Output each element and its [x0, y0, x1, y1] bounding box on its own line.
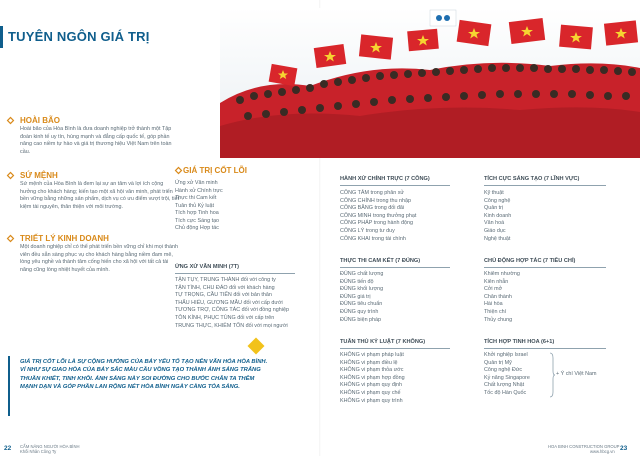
section-su-menh — [6, 171, 181, 231]
section-title: SỨ MỆNH — [20, 171, 58, 180]
group-item: ĐÚNG chất lượng — [340, 271, 384, 277]
divider-line — [340, 348, 450, 349]
right-footer-line2: www.hbcg.vn — [590, 449, 615, 454]
group-item: ĐÚNG quy trình — [340, 308, 379, 315]
group-item: CÔNG CHÍNH trong thu nhập — [340, 197, 412, 204]
group-list-hop-tac — [484, 271, 520, 324]
group-item: Nghệ thuật — [484, 235, 511, 242]
group-list-ky-luat — [340, 352, 405, 405]
core-value-item: Chủ động Hợp tác — [175, 225, 219, 231]
group-item: ĐÚNG khối lượng — [340, 286, 384, 293]
group-item: ĐÚNG tiêu chuẩn — [340, 301, 383, 308]
right-page-number: 23 — [620, 445, 628, 452]
left-footer-line2: Khối Nhân Công Ty — [20, 449, 57, 454]
yellow-diamond-icon — [246, 336, 266, 356]
group-item: Khiêm nhường — [484, 271, 520, 277]
section-text: Sứ mệnh của Hòa Bình là đem lại sự an tâm và lợi ích cộng hưởng cho khách hàng; kiến tạo một xã hội văn minh, phát triển bền vững bằng những sản phẩm, dịch vụ có ưu điểm vượt trội, tiết kiệm tài nguyên, thân thiện với môi trường. — [20, 181, 180, 210]
group-title-ky-luat: TUÂN THỦ KỶ LUẬT (7 KHÔNG) — [340, 339, 426, 345]
section-hoai-bao — [6, 116, 181, 172]
group-item: Công nghệ Đức — [484, 367, 523, 374]
group-item: KHÔNG vi phạm quy định — [340, 382, 403, 389]
group-item: CÔNG LÝ trong tư duy — [340, 227, 395, 234]
group-item: Hài hòa — [484, 301, 503, 308]
group-item: TỰ TRỌNG, CẦU TIẾN đối với bản thân — [175, 292, 272, 299]
core-value-item: Thực thi Cam kết — [175, 195, 217, 201]
group-item: THẤU HIỂU, GƯƠNG MẪU đối với cấp dưới — [175, 299, 283, 306]
group-item: CÔNG KHAI trong tài chính — [340, 235, 406, 242]
group-list-sang-tao — [484, 190, 511, 243]
group-item: CÔNG MINH trong thưởng phạt — [340, 212, 417, 219]
group-item: Chân thành — [484, 293, 512, 300]
group-item: ĐÚNG tiến độ — [340, 278, 374, 285]
core-value-item: Ứng xử Văn minh — [175, 180, 218, 186]
brace-icon — [549, 352, 555, 398]
group-item: TẬN TỤY, TRUNG THÀNH đối với công ty — [175, 277, 276, 283]
group-item: Tốc độ Hàn Quốc — [484, 389, 527, 396]
group-item: Quản trị Mỹ — [484, 359, 512, 366]
group-title-van-minh: ỨNG XỬ VĂN MINH (7T) — [175, 264, 239, 270]
group-item: KHÔNG vi phạm điều lệ — [340, 359, 398, 366]
group-item: ĐÚNG biện pháp — [340, 316, 382, 323]
core-value-item: Tích cực Sáng tạo — [175, 217, 220, 224]
core-value-item: Tuân thủ Kỷ luật — [175, 202, 215, 209]
divider-line — [340, 267, 450, 268]
core-value-item: Hành xử Chính trực — [175, 187, 223, 194]
group-photo — [220, 8, 640, 158]
group-list-chinh-truc — [340, 190, 416, 243]
divider-line — [484, 185, 606, 186]
group-item: ĐÚNG giá trị — [340, 293, 371, 300]
group-photo-illustration — [220, 8, 640, 158]
group-title-cam-ket: THỰC THI CAM KẾT (7 ĐÚNG) — [340, 258, 421, 264]
page-title: TUYÊN NGÔN GIÁ TRỊ — [8, 29, 150, 44]
section-diamond-icon — [6, 116, 15, 125]
group-item: Kỷ năng Singapore — [484, 374, 530, 381]
divider-line — [484, 267, 606, 268]
group-item: Thiện chí — [484, 308, 507, 315]
group-item: Chất lượng Nhật — [484, 382, 525, 389]
core-value-item: Tích hợp Tinh hoa — [175, 210, 219, 216]
title-accent-bar — [0, 26, 3, 48]
core-values-list — [175, 180, 285, 233]
group-item: Kinh doanh — [484, 212, 512, 219]
core-values-diamond-icon — [174, 166, 183, 175]
group-item: KHÔNG vi phạm thỏa ước — [340, 367, 404, 374]
group-item: Khởi nghiệp Israel — [484, 352, 528, 358]
group-item: KHÔNG vi phạm quy chế — [340, 389, 401, 396]
group-item: Công nghệ — [484, 197, 511, 204]
group-item: Kiên nhẫn — [484, 278, 509, 285]
group-item: TẬN TÌNH, CHU ĐÁO đối với khách hàng — [175, 284, 275, 291]
group-item: TÔN KÍNH, PHỤC TÙNG đối với cấp trên — [175, 314, 275, 321]
section-text: Hoài bão của Hòa Bình là đưa doanh nghiệp trở thành một Tập đoàn kinh tế uy tín, hùng mạnh và đẳng cấp quốc tế, góp phần nâng cao niềm tự hào và giá trị thương hiệu Việt Nam trên toàn cầu. — [20, 126, 172, 155]
group-item: KHÔNG vi phạm hợp đồng — [340, 374, 405, 381]
core-values-title: GIÁ TRỊ CỐT LÕI — [183, 166, 247, 175]
right-footer-line1: HOA BINH CONSTRUCTION GROUP — [548, 444, 620, 449]
group-list-cam-ket — [340, 271, 383, 324]
quote-accent-bar — [8, 356, 10, 416]
group-item: CÔNG TÂM trong phân xử — [340, 190, 405, 196]
group-item: KHÔNG vi phạm pháp luật — [340, 352, 404, 358]
group-item: TRUNG THỰC, KHIÊM TỐN đối với mọi người — [175, 322, 288, 329]
group-item: Cởi mở — [484, 286, 503, 293]
divider-line — [340, 185, 450, 186]
left-footer-line1: CẨM NĂNG NGƯỜI HÒA BÌNH — [20, 444, 80, 449]
group-list-tinh-hoa — [484, 352, 530, 398]
group-item: Quản trị — [484, 205, 504, 212]
group-item: Kỹ thuật — [484, 190, 504, 196]
group-title-hop-tac: CHỦ ĐỘNG HỢP TÁC (7 TIÊU CHÍ) — [484, 258, 576, 264]
group-item: CÔNG BẰNG trong đối đãi — [340, 205, 405, 212]
section-title: TRIẾT LÝ KINH DOANH — [20, 234, 109, 243]
group-item: Thủy chung — [484, 316, 513, 323]
section-diamond-icon — [6, 171, 15, 180]
group-item: CÔNG PHÁP trong hành động — [340, 220, 414, 227]
group-item: Văn hoá — [484, 220, 505, 227]
core-values-quote: GIÁ TRỊ CỐT LÕI LÀ SỰ CỘNG HƯỞNG CỦA BẢY YẾU TỐ TẠO NÊN VĂN HÓA HÒA BÌNH. VÍ NHƯ SỰ GIAO HÒA CỦA BẢY SẮC MÀU CẦU VỒNG TẠO THÀNH ÁNH SÁNG TRẮNG THUẦN KHIẾT, TINH KHÔI. ÁNH SÁNG NÀY SOI ĐƯỜNG CHO BƯỚC CHÂN TA THÊM MẠNH DẠN VÀ GÓP PHẦN LAN RỘNG NÉT HÒA BÌNH NGÀY CÀNG TỎA SÁNG. — [20, 359, 268, 391]
section-diamond-icon — [6, 234, 15, 243]
group-title-sang-tao: TÍCH CỰC SÁNG TẠO (7 LĨNH VỰC) — [484, 176, 580, 182]
group-item: Giáo dục — [484, 227, 506, 234]
left-page-number: 22 — [4, 445, 12, 452]
section-text: Một doanh nghiệp chỉ có thể phát triển bền vững chỉ khi mọi thành viên đều sẵn sàng phục vụ cho khách hàng bằng niềm đam mê, lòng yêu nghề và thành tâm cống hiến cho xã hội với tất cả tài năng cũng lòng nhiệt huyết của mình. — [20, 244, 178, 273]
section-title: HOÀI BÃO — [20, 116, 60, 125]
section-triet-ly — [6, 234, 181, 294]
group-item: TƯƠNG TRỢ, CÔNG TÁC đối với đồng nghiệp — [175, 307, 289, 314]
group-list-van-minh — [175, 277, 289, 330]
group-item: KHÔNG vi phạm quy trình — [340, 397, 403, 404]
group-title-chinh-truc: HÀNH XỬ CHÍNH TRỰC (7 CÔNG) — [340, 176, 430, 182]
divider-line — [484, 348, 606, 349]
divider-line — [175, 273, 295, 274]
tinh-hoa-summary: + Ý chí Việt Nam — [556, 371, 597, 377]
group-title-tinh-hoa: TÍCH HỢP TINH HOA (6+1) — [484, 339, 555, 345]
